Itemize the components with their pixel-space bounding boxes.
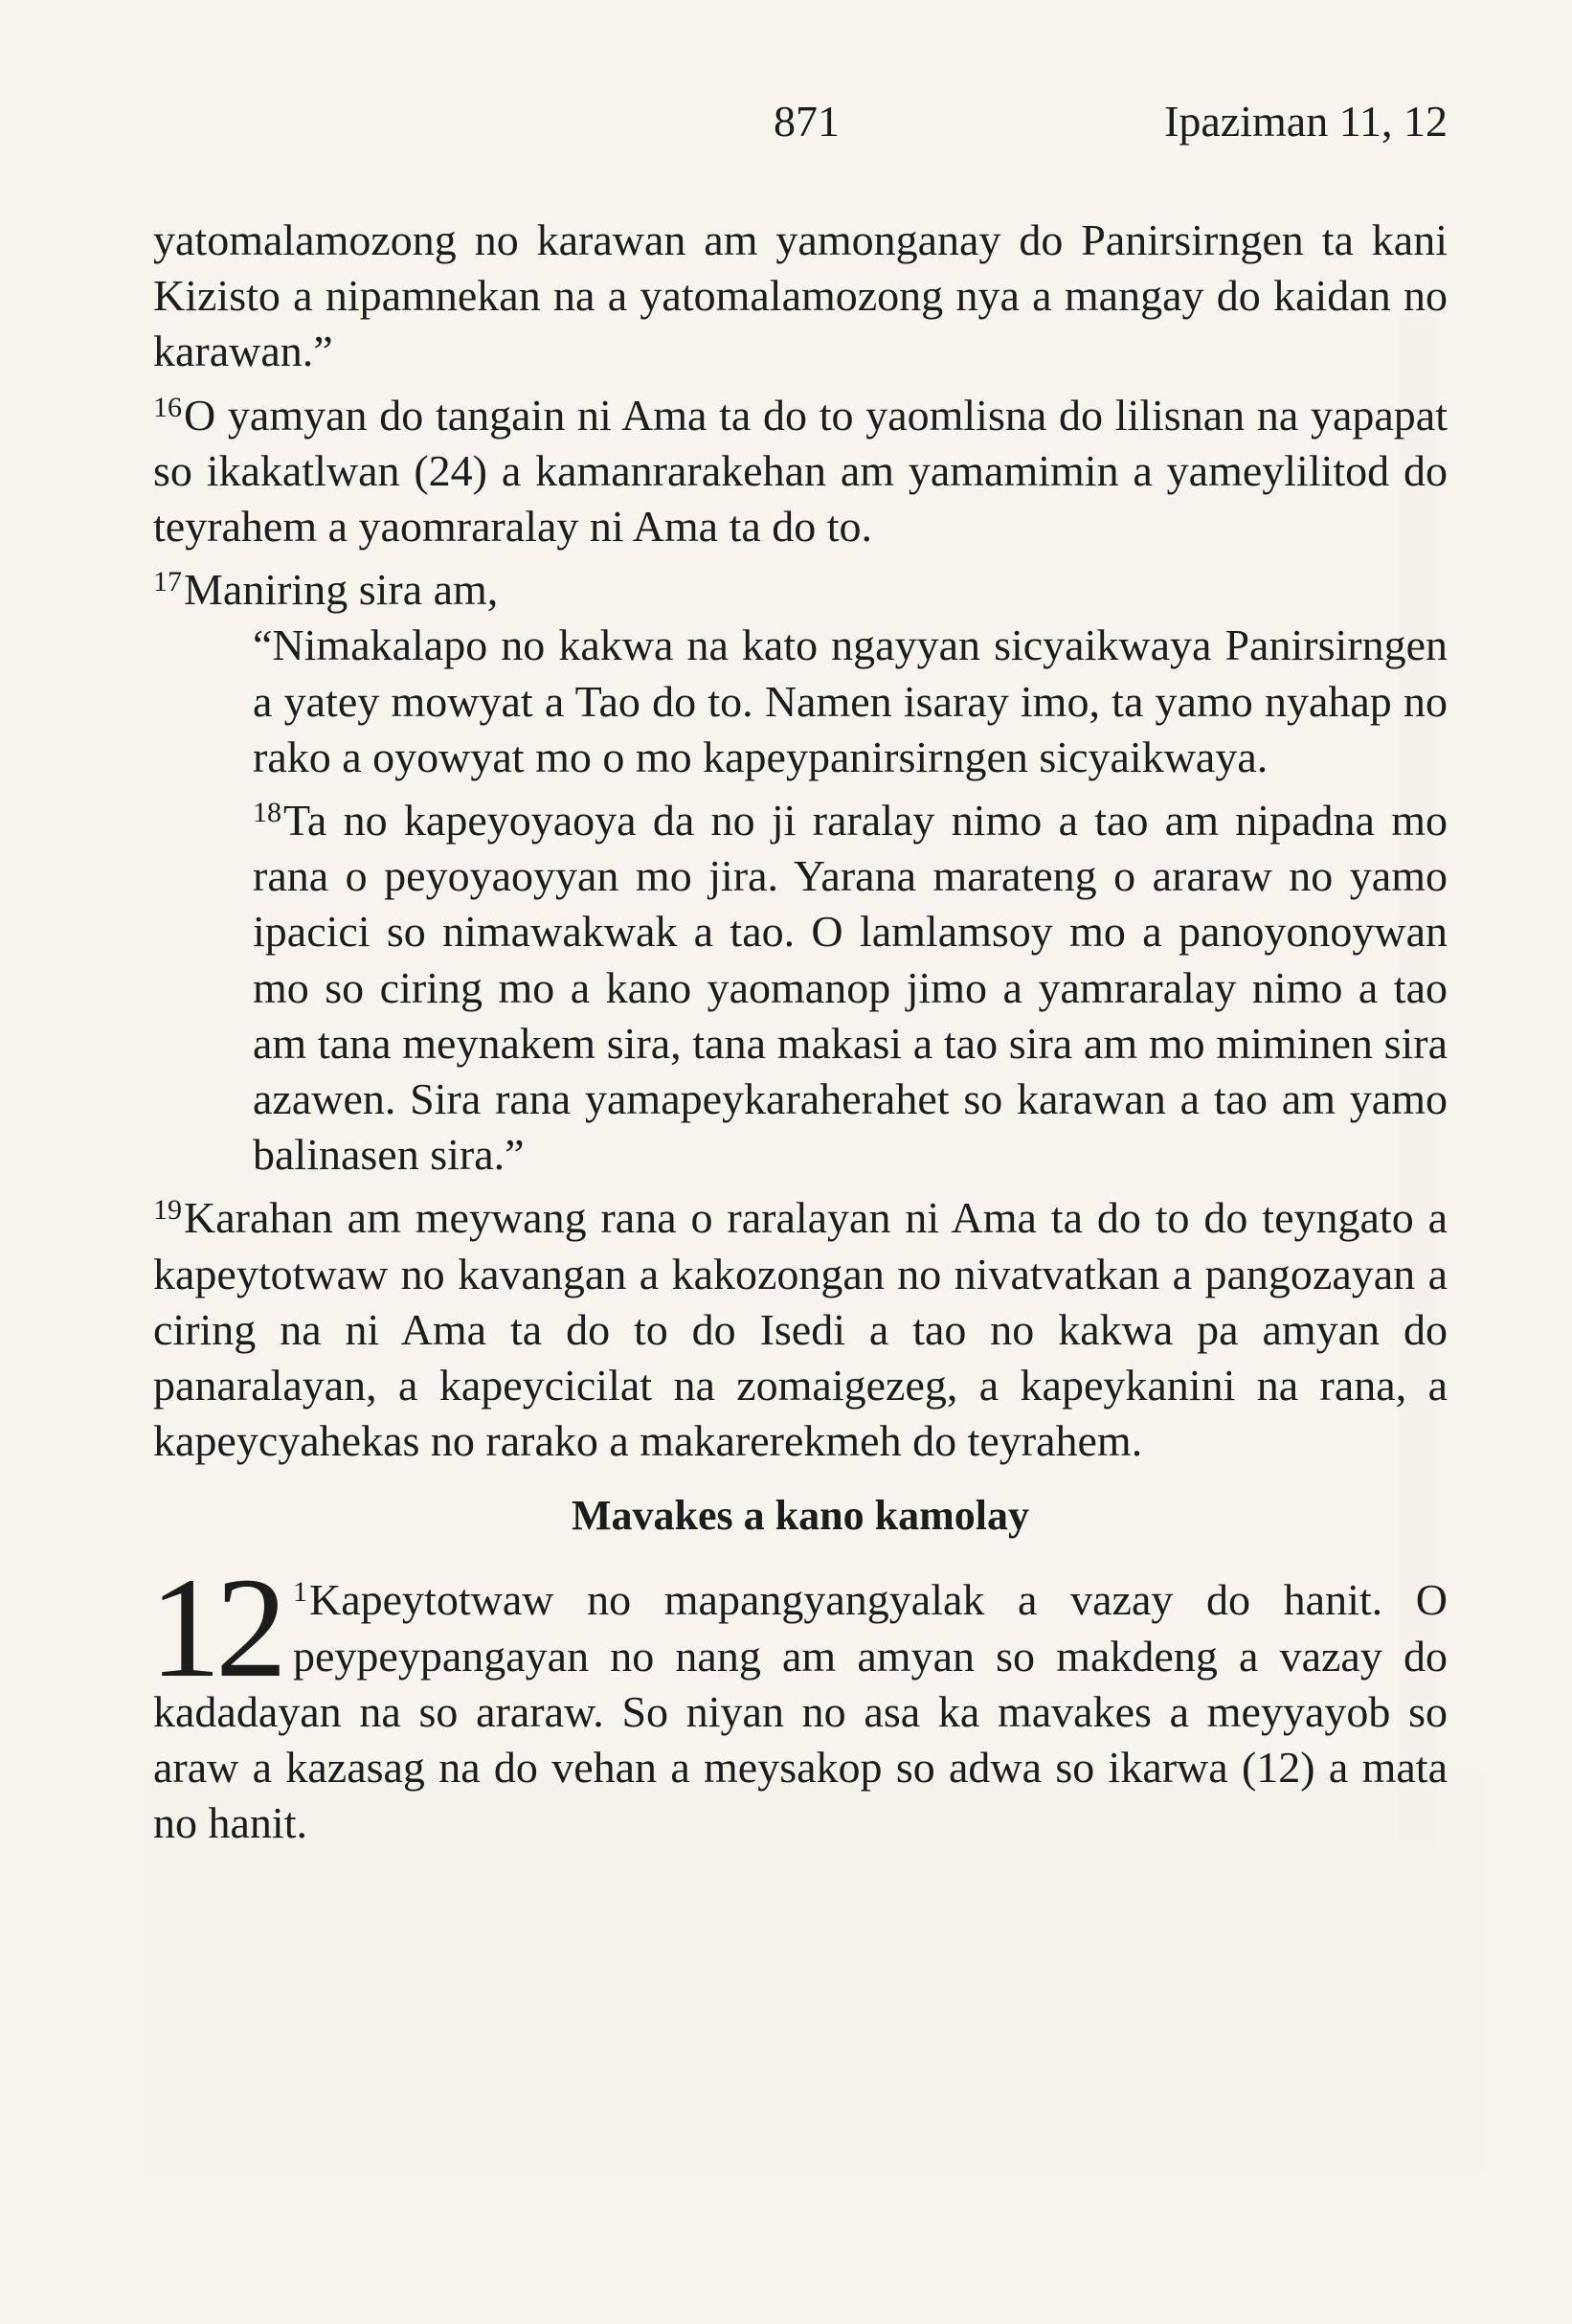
page-header	[153, 88, 1448, 155]
running-head: Ipaziman 11, 12	[1164, 97, 1448, 146]
verse-text: O yamyan do tangain ni Ama ta do to yaomlisna do lilisnan na yapapat so ikakatlwan (24) a kamanrarakehan am yamamimin a yameylilitod do teyrahem a yaomraralay ni Ama ta do to.	[153, 390, 1448, 552]
page-number: 871	[774, 97, 840, 146]
verse-18	[253, 785, 1448, 1183]
verse-text: Maniring sira am,	[184, 565, 499, 615]
chapter-number: 12	[149, 1548, 281, 1708]
verse-text: Ta no kapeyoyaoya da no ji raralay nimo a tao am nipadna mo rana o peyoyaoyyan mo jira. Yarana marateng o araraw no yamo ipacici so nimawakwak a tao. O lamlamsoy mo a panoyonoywan mo so ciring mo a kano yaomanop jimo a yamraralay nimo a tao am tana meynakem sira, tana makasi a tao sira am mo miminen sira azawen. Sira rana yamapeykaraherahet so karawan a tao am yamo balinasen sira.”	[253, 796, 1448, 1180]
verse-number: 19	[153, 1194, 182, 1227]
verse-number: 17	[153, 566, 182, 598]
quote-stanza-1: “Nimakalapo no kakwa na kato ngayyan sicyaikwaya Panirsirngen a yatey mowyat a Tao do to. Namen isaray imo, ta yamo nyahap no rako a oyowyat mo o mo kapeypanirsirngen sicyaikwaya.	[253, 620, 1448, 781]
quoted-hymn	[153, 618, 1448, 1183]
body-text	[149, 213, 1448, 1851]
verse-text: Kapeytotwaw no mapangyangyalak a vazay do hanit. O peypeypangayan no nang am amyan so makdeng a vazay do kadadayan na so araraw. So niyan no asa ka mavakes a meyyayob so araw a kazasag na do vehan a meysakop so adwa so ikarwa (12) a mata no hanit.	[153, 1575, 1448, 1848]
verse-number: 1	[293, 1576, 307, 1609]
verse-17	[153, 554, 1448, 618]
verse-number: 16	[153, 391, 182, 423]
section-heading: Mavakes a kano kamolay	[572, 1492, 1029, 1540]
verse-19	[153, 1183, 1448, 1469]
verse-12-1	[153, 1565, 1448, 1851]
chapter-12-opening	[149, 1548, 1448, 1851]
verse-16	[153, 380, 1448, 555]
verse-number: 18	[253, 797, 281, 829]
verse-text: Karahan am meywang rana o raralayan ni Ama ta do to do teyngato a kapeytotwaw no kavangan a kakozongan no nivatvatkan a pangozayan a ciring na ni Ama ta do to do Isedi a tao no kakwa pa amyan do panaralayan, a kapeycicilat na zomaigezeg, a kapeykanini na rana, a kapeycyahekas no rarako a makarerekmeh do teyrahem.	[153, 1193, 1448, 1466]
paragraph-intro: yatomalamozong no karawan am yamonganay do Panirsirngen ta kani Kizisto a nipamnekan na a yatomalamozong nya a mangay do kaidan no karawan.”	[153, 215, 1448, 376]
